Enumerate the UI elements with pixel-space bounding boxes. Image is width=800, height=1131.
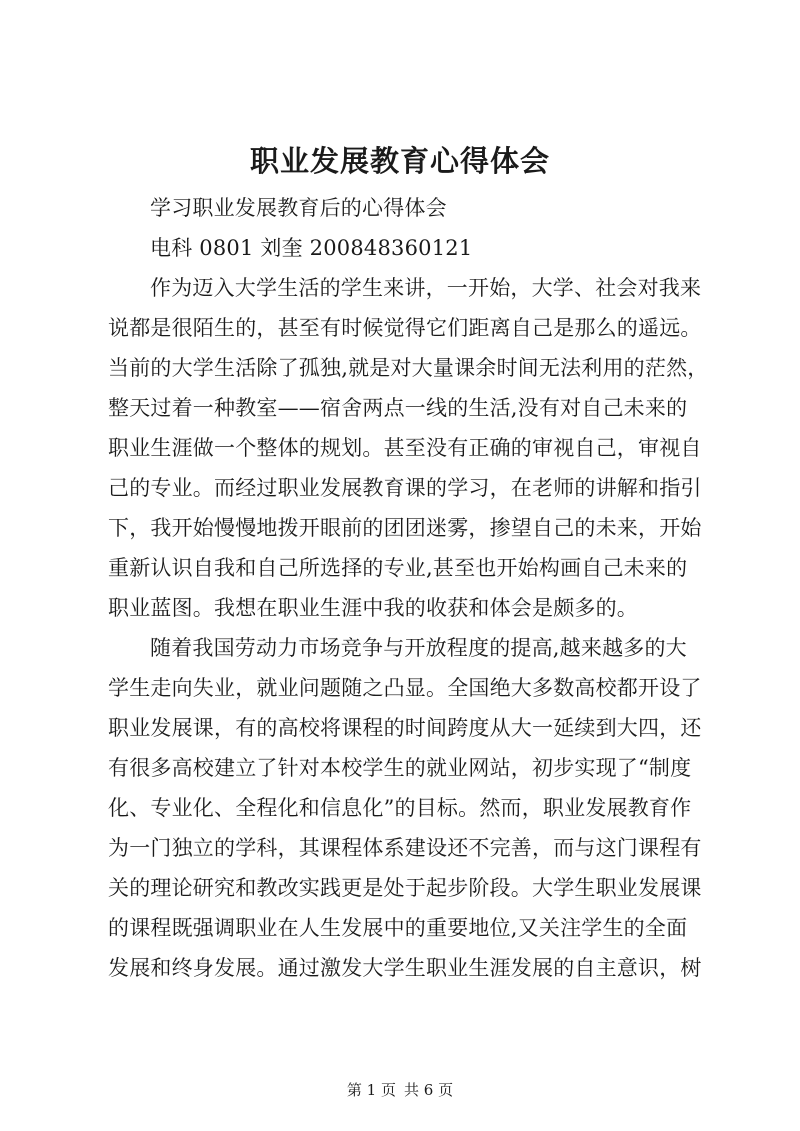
paragraph-line: 关的理论研究和教改实践更是处于起步阶段。大学生职业发展课 <box>108 876 702 900</box>
paragraph-line: 学生走向失业，就业问题随之凸显。全国绝大多数高校都开设了 <box>108 676 702 700</box>
paragraph-line: 己的专业。而经过职业发展教育课的学习，在老师的讲解和指引 <box>108 476 702 500</box>
paragraph-line: 发展和终身发展。通过激发大学生职业生涯发展的自主意识，树 <box>108 956 702 980</box>
paragraph-line: 下，我开始慢慢地拨开眼前的团团迷雾，掺望自己的未来，开始 <box>108 516 702 540</box>
paragraph-line: 化、专业化、全程化和信息化”的目标。然而，职业发展教育作 <box>108 796 692 820</box>
author-line: 电科 0801 刘奎 200848360121 <box>150 236 473 260</box>
paragraph-line: 随着我国劳动力市场竞争与开放程度的提高,越来越多的大 <box>150 636 687 660</box>
page-footer <box>0 1078 800 1102</box>
paragraph-line: 作为迈入大学生活的学生来讲，一开始，大学、社会对我来 <box>150 276 702 300</box>
paragraph-line: 职业蓝图。我想在职业生涯中我的收获和体会是颇多的。 <box>108 596 638 620</box>
page-total: 共 6 页 <box>404 1081 454 1099</box>
paragraph-line: 有很多高校建立了针对本校学生的就业网站，初步实现了“制度 <box>108 756 692 780</box>
paragraph-line: 当前的大学生活除了孤独,就是对大量课余时间无法利用的茫然， <box>108 356 709 380</box>
document-title: 职业发展教育心得体会 <box>249 144 550 178</box>
subtitle-line: 学习职业发展教育后的心得体会 <box>150 196 447 220</box>
paragraph-line: 为一门独立的学科，其课程体系建设还不完善，而与这门课程有 <box>108 836 702 860</box>
page-number: 第 1 页 <box>346 1081 396 1099</box>
paragraph-line: 职业生涯做一个整体的规划。甚至没有正确的审视自己，审视自 <box>108 436 702 460</box>
paragraph-line: 说都是很陌生的，甚至有时候觉得它们距离自己是那么的遥远。 <box>108 316 702 340</box>
paragraph-line: 的课程既强调职业在人生发展中的重要地位,又关注学生的全面 <box>108 916 688 940</box>
paragraph-line: 职业发展课，有的高校将课程的时间跨度从大一延续到大四，还 <box>108 716 702 740</box>
paragraph-line: 重新认识自我和自己所选择的专业,甚至也开始构画自己未来的 <box>108 556 688 580</box>
paragraph-line: 整天过着一种教室——宿舍两点一线的生活,没有对自己未来的 <box>108 396 688 420</box>
